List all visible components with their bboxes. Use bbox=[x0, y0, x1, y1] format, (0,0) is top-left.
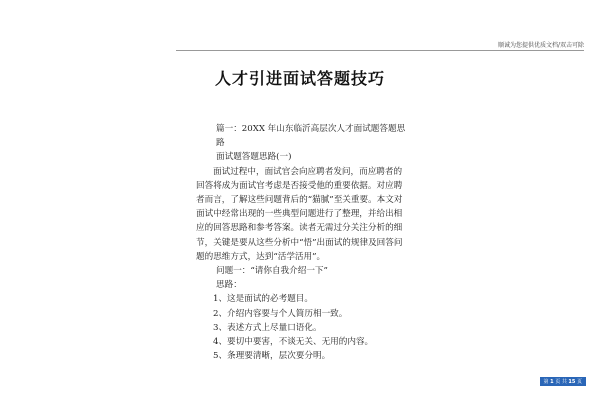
page-suffix: 页 bbox=[576, 379, 582, 385]
section-heading: 篇一：20XX 年山东临沂高层次人才面试题答题思路 bbox=[216, 124, 406, 149]
page-indicator bbox=[540, 377, 586, 386]
list-item: 5、条理要清晰，层次要分明。 bbox=[213, 351, 331, 362]
document-body bbox=[196, 122, 406, 363]
subsection-heading: 面试题答题思路(一) bbox=[216, 152, 292, 163]
page-label: 第 bbox=[543, 379, 549, 385]
header-note: 顺诚为您提供优质文档/双击可除 bbox=[497, 42, 584, 49]
question-heading: 问题一：“请你自我介绍一下” bbox=[216, 266, 328, 277]
list-item: 1、这是面试的必考题目。 bbox=[213, 294, 313, 305]
header-divider bbox=[176, 50, 584, 51]
current-page: 1 bbox=[550, 379, 554, 385]
list-item: 2、介绍内容要与个人简历相一致。 bbox=[213, 308, 348, 319]
document-title: 人才引进面试答题技巧 bbox=[214, 69, 385, 88]
list-intro: 思路： bbox=[216, 280, 242, 291]
list-item: 3、表述方式上尽量口语化。 bbox=[213, 322, 322, 333]
intro-paragraph: 面试过程中，面试官会向应聘者发问，而应聘者的回答将成为面试官考虑是否接受他的重要依据。对应聘者而言，了解这些问题背后的“猫腻”至关重要。本文对面试中经常出现的一些典型问题进行了整理，并给出相应的回答思路和参考答案。读者无需过分关注分析的细节，关键是要从这些分析中“悟”出面试的规律及回答问题的思维方式，达到“活学活用”。 bbox=[196, 166, 403, 262]
page-separator: 页 共 bbox=[555, 379, 567, 385]
list-item: 4、要切中要害，不谈无关、无用的内容。 bbox=[213, 337, 374, 348]
total-pages: 15 bbox=[568, 379, 576, 385]
